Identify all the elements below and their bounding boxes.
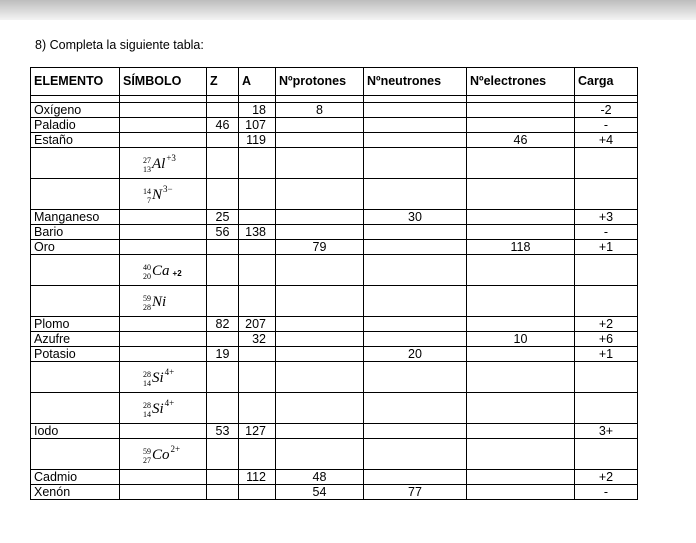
window-top-bar xyxy=(0,0,696,20)
header-simbolo: SÍMBOLO xyxy=(120,68,207,96)
cell-neutrones: 30 xyxy=(364,210,467,225)
cell-elemento xyxy=(31,439,120,470)
table-row xyxy=(31,240,638,255)
cell-z xyxy=(207,485,239,500)
cell-electrones: 46 xyxy=(467,133,575,148)
cell-a: 32 xyxy=(239,332,276,347)
cell-protones xyxy=(276,362,364,393)
cell-a: 138 xyxy=(239,225,276,240)
header-elemento: ELEMENTO xyxy=(31,68,120,96)
cell-elemento: Estaño xyxy=(31,133,120,148)
cell-protones xyxy=(276,210,364,225)
cell-simbolo xyxy=(120,347,207,362)
cell-elemento xyxy=(31,148,120,179)
cell-carga xyxy=(575,286,638,317)
cell-electrones xyxy=(467,210,575,225)
cell-a: 112 xyxy=(239,470,276,485)
cell-protones xyxy=(276,148,364,179)
nuclide-symbol xyxy=(123,398,175,419)
cell-neutrones: 20 xyxy=(364,347,467,362)
cell-z: 53 xyxy=(207,424,239,439)
cell-neutrones xyxy=(364,179,467,210)
table-row xyxy=(31,103,638,118)
cell-protones xyxy=(276,393,364,424)
cell-electrones xyxy=(467,362,575,393)
cell-neutrones xyxy=(364,286,467,317)
nuclide-symbol xyxy=(123,294,166,312)
cell-electrones xyxy=(467,255,575,286)
nuclide-numbers xyxy=(143,294,151,312)
cell-elemento: Oxígeno xyxy=(31,103,120,118)
cell-a: 119 xyxy=(239,133,276,148)
cell-z: 25 xyxy=(207,210,239,225)
cell-protones xyxy=(276,133,364,148)
cell-neutrones xyxy=(364,332,467,347)
cell-z: 46 xyxy=(207,118,239,133)
atomic-number: 27 xyxy=(143,455,151,465)
table-row xyxy=(31,286,638,317)
cell-neutrones xyxy=(364,103,467,118)
header-electrones: Nºelectrones xyxy=(467,68,575,96)
cell-neutrones xyxy=(364,317,467,332)
cell-elemento: Cadmio xyxy=(31,470,120,485)
atomic-number: 20 xyxy=(143,271,151,281)
header-carga: Carga xyxy=(575,68,638,96)
cell-neutrones xyxy=(364,118,467,133)
nuclide-symbol xyxy=(123,444,181,465)
mass-number: 27 xyxy=(143,155,151,165)
cell-neutrones xyxy=(364,393,467,424)
table-row xyxy=(31,393,638,424)
nuclide-numbers xyxy=(143,370,151,388)
cell-elemento: Potasio xyxy=(31,347,120,362)
cell-electrones xyxy=(467,470,575,485)
atomic-number: 13 xyxy=(143,164,151,174)
cell-carga xyxy=(575,393,638,424)
cell-elemento: Oro xyxy=(31,240,120,255)
cell-a xyxy=(239,148,276,179)
mass-number: 59 xyxy=(143,293,151,303)
cell-carga: +3 xyxy=(575,210,638,225)
cell-protones xyxy=(276,225,364,240)
nuclide-symbol xyxy=(123,263,182,281)
mass-number: 28 xyxy=(143,369,151,379)
table-row xyxy=(31,118,638,133)
cell-z xyxy=(207,148,239,179)
cell-z xyxy=(207,393,239,424)
cell-elemento xyxy=(31,255,120,286)
cell-protones: 79 xyxy=(276,240,364,255)
cell-carga: - xyxy=(575,485,638,500)
ion-charge: 2+ xyxy=(170,444,181,454)
cell-z xyxy=(207,240,239,255)
cell-carga: +4 xyxy=(575,133,638,148)
cell-electrones xyxy=(467,148,575,179)
element-symbol: Si xyxy=(152,401,164,417)
elements-table xyxy=(30,67,638,500)
table-body xyxy=(31,96,638,500)
cell-protones xyxy=(276,286,364,317)
cell-electrones xyxy=(467,317,575,332)
table-row xyxy=(31,485,638,500)
cell-carga: +1 xyxy=(575,240,638,255)
table-row xyxy=(31,317,638,332)
cell-a xyxy=(239,210,276,225)
cell-a: 18 xyxy=(239,103,276,118)
cell-elemento xyxy=(31,393,120,424)
nuclide-symbol xyxy=(123,184,173,205)
header-neutrones: Nºneutrones xyxy=(364,68,467,96)
cell-protones xyxy=(276,317,364,332)
cell-z xyxy=(207,286,239,317)
cell-carga: - xyxy=(575,118,638,133)
cell-a xyxy=(239,485,276,500)
cell-elemento: Paladio xyxy=(31,118,120,133)
cell-electrones xyxy=(467,424,575,439)
mass-number: 40 xyxy=(143,262,151,272)
cell-electrones xyxy=(467,225,575,240)
cell-protones xyxy=(276,179,364,210)
cell-simbolo xyxy=(120,103,207,118)
cell-z xyxy=(207,332,239,347)
cell-simbolo xyxy=(120,118,207,133)
element-symbol: Co xyxy=(152,447,170,463)
cell-carga: +2 xyxy=(575,317,638,332)
cell-electrones xyxy=(467,286,575,317)
table-row xyxy=(31,332,638,347)
cell-neutrones xyxy=(364,255,467,286)
cell-elemento xyxy=(31,362,120,393)
cell-elemento: Azufre xyxy=(31,332,120,347)
cell-protones: 8 xyxy=(276,103,364,118)
nuclide-numbers xyxy=(143,263,151,281)
nuclide-numbers xyxy=(143,447,151,465)
cell-z xyxy=(207,103,239,118)
cell-carga xyxy=(575,148,638,179)
cell-elemento: Iodo xyxy=(31,424,120,439)
cell-protones xyxy=(276,118,364,133)
cell-carga: - xyxy=(575,225,638,240)
cell-a xyxy=(239,393,276,424)
cell-electrones xyxy=(467,118,575,133)
cell-neutrones xyxy=(364,424,467,439)
ion-charge: 3− xyxy=(163,184,173,194)
exercise-instruction: 8) Completa la siguiente tabla: xyxy=(35,38,204,52)
cell-a xyxy=(239,439,276,470)
cell-simbolo xyxy=(120,362,207,393)
ion-charge: +3 xyxy=(166,153,176,163)
table-row xyxy=(31,179,638,210)
cell-a xyxy=(239,255,276,286)
cell-simbolo xyxy=(120,439,207,470)
element-symbol: Ni xyxy=(152,294,167,310)
cell-a: 207 xyxy=(239,317,276,332)
cell-z xyxy=(207,439,239,470)
cell-protones xyxy=(276,255,364,286)
cell-a xyxy=(239,286,276,317)
cell-protones xyxy=(276,332,364,347)
cell-a xyxy=(239,240,276,255)
cell-simbolo xyxy=(120,225,207,240)
cell-neutrones: 77 xyxy=(364,485,467,500)
cell-neutrones xyxy=(364,362,467,393)
cell-electrones: 10 xyxy=(467,332,575,347)
header-row xyxy=(31,68,638,96)
table-row xyxy=(31,255,638,286)
cell-protones xyxy=(276,439,364,470)
element-symbol: Al xyxy=(152,156,166,172)
cell-carga xyxy=(575,179,638,210)
cell-carga xyxy=(575,439,638,470)
table-row xyxy=(31,347,638,362)
cell-simbolo xyxy=(120,424,207,439)
atomic-number: 28 xyxy=(143,302,151,312)
cell-carga: 3+ xyxy=(575,424,638,439)
cell-electrones xyxy=(467,439,575,470)
cell-z: 19 xyxy=(207,347,239,362)
cell-z xyxy=(207,133,239,148)
element-symbol: Si xyxy=(152,370,164,386)
cell-a xyxy=(239,362,276,393)
table-row xyxy=(31,362,638,393)
nuclide-symbol xyxy=(123,153,176,174)
cell-electrones xyxy=(467,485,575,500)
cell-a xyxy=(239,347,276,362)
cell-electrones xyxy=(467,179,575,210)
cell-elemento: Plomo xyxy=(31,317,120,332)
cell-electrones xyxy=(467,393,575,424)
cell-carga: +6 xyxy=(575,332,638,347)
atomic-number: 14 xyxy=(143,409,151,419)
cell-protones: 54 xyxy=(276,485,364,500)
atomic-number: 14 xyxy=(143,378,151,388)
mass-number: 59 xyxy=(143,446,151,456)
spacer-row xyxy=(31,96,638,103)
cell-electrones xyxy=(467,347,575,362)
cell-protones xyxy=(276,347,364,362)
cell-carga xyxy=(575,362,638,393)
cell-neutrones xyxy=(364,470,467,485)
header-z: Z xyxy=(207,68,239,96)
cell-simbolo xyxy=(120,148,207,179)
cell-elemento: Bario xyxy=(31,225,120,240)
table-row xyxy=(31,470,638,485)
cell-simbolo xyxy=(120,332,207,347)
header-a: A xyxy=(239,68,276,96)
cell-z xyxy=(207,179,239,210)
cell-simbolo xyxy=(120,317,207,332)
cell-simbolo xyxy=(120,179,207,210)
cell-z xyxy=(207,255,239,286)
cell-carga: +1 xyxy=(575,347,638,362)
ion-charge: 4+ xyxy=(164,398,175,408)
cell-protones: 48 xyxy=(276,470,364,485)
cell-carga: +2 xyxy=(575,470,638,485)
cell-a: 127 xyxy=(239,424,276,439)
cell-elemento xyxy=(31,179,120,210)
cell-simbolo xyxy=(120,393,207,424)
table-row xyxy=(31,424,638,439)
header-protones: Nºprotones xyxy=(276,68,364,96)
table-row xyxy=(31,133,638,148)
cell-protones xyxy=(276,424,364,439)
ion-charge: 4+ xyxy=(164,367,175,377)
cell-elemento: Manganeso xyxy=(31,210,120,225)
nuclide-numbers xyxy=(143,187,151,205)
element-symbol: Ca xyxy=(152,263,170,279)
element-symbol: N xyxy=(152,187,163,203)
cell-neutrones xyxy=(364,240,467,255)
cell-a: 107 xyxy=(239,118,276,133)
nuclide-numbers xyxy=(143,401,151,419)
cell-a xyxy=(239,179,276,210)
cell-carga: -2 xyxy=(575,103,638,118)
cell-simbolo xyxy=(120,255,207,286)
cell-neutrones xyxy=(364,148,467,179)
nuclide-numbers xyxy=(143,156,151,174)
cell-carga xyxy=(575,255,638,286)
table-row xyxy=(31,148,638,179)
cell-simbolo xyxy=(120,240,207,255)
cell-z: 82 xyxy=(207,317,239,332)
cell-simbolo xyxy=(120,133,207,148)
atomic-number: 7 xyxy=(147,195,151,205)
cell-electrones: 118 xyxy=(467,240,575,255)
cell-simbolo xyxy=(120,470,207,485)
nuclide-symbol xyxy=(123,367,175,388)
cell-z xyxy=(207,362,239,393)
table-row xyxy=(31,210,638,225)
cell-elemento xyxy=(31,286,120,317)
table-row xyxy=(31,439,638,470)
ion-charge: +2 xyxy=(172,269,182,278)
cell-elemento: Xenón xyxy=(31,485,120,500)
cell-simbolo xyxy=(120,485,207,500)
cell-neutrones xyxy=(364,133,467,148)
cell-simbolo xyxy=(120,210,207,225)
cell-neutrones xyxy=(364,439,467,470)
cell-simbolo xyxy=(120,286,207,317)
cell-z: 56 xyxy=(207,225,239,240)
cell-electrones xyxy=(467,103,575,118)
mass-number: 28 xyxy=(143,400,151,410)
cell-neutrones xyxy=(364,225,467,240)
cell-z xyxy=(207,470,239,485)
table-row xyxy=(31,225,638,240)
mass-number: 14 xyxy=(143,186,151,196)
